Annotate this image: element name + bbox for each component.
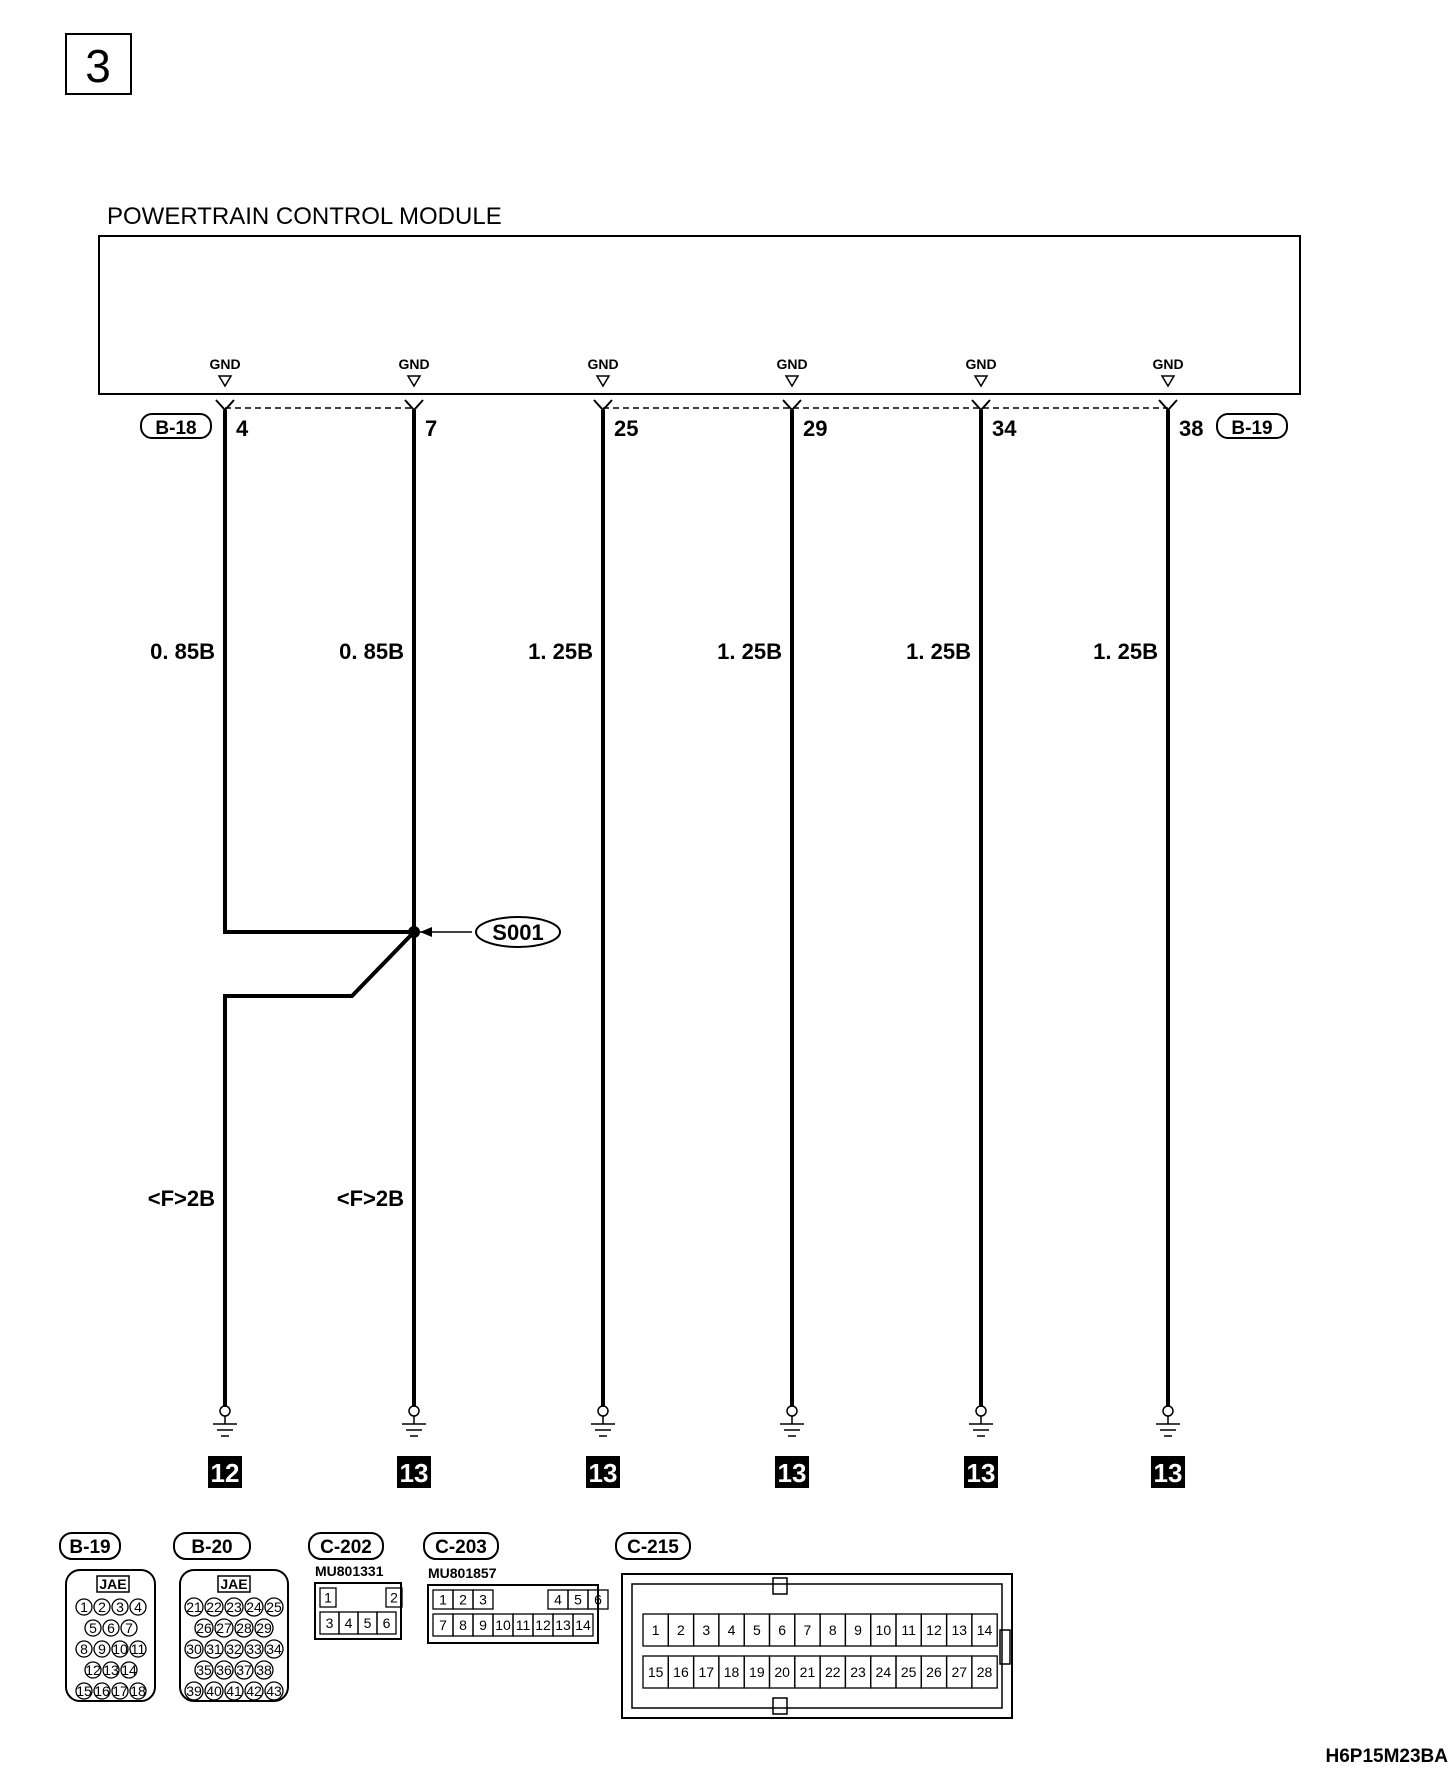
connector-pin-number: 1	[439, 1591, 447, 1608]
pin-number: 38	[1179, 416, 1204, 441]
connector-pin-number: 26	[196, 1620, 212, 1636]
connector-pin-number: 41	[226, 1683, 242, 1699]
pin-number: 29	[803, 416, 828, 441]
connector-pin-number: 18	[723, 1664, 740, 1680]
pin-column	[1093, 356, 1203, 1488]
pin-column	[336, 356, 438, 1488]
page-number: 3	[85, 40, 111, 92]
connector-pin-number: 27	[216, 1620, 232, 1636]
connector-b19-face-label: B-19	[69, 1537, 111, 1558]
gnd-label: GND	[209, 356, 241, 372]
connector-pin-number: 3	[702, 1622, 711, 1638]
connector-pin-number: 2	[459, 1591, 467, 1608]
module-title: POWERTRAIN CONTROL MODULE	[107, 203, 502, 230]
connector-pin-number: 3	[479, 1591, 487, 1608]
connector-pin-number: 14	[121, 1662, 137, 1678]
connector-pin-number: 17	[698, 1664, 715, 1680]
connector-pin-number: 25	[266, 1599, 282, 1615]
gnd-triangle-icon	[408, 376, 420, 386]
connector-pin-number: 4	[134, 1599, 142, 1615]
connector-c203-part: MU801857	[428, 1565, 497, 1581]
connector-pin-number: 22	[824, 1664, 841, 1680]
connector-b19-pins	[76, 1599, 146, 1699]
connector-pin-number: 30	[186, 1641, 202, 1657]
connector-pin-number: 36	[216, 1662, 232, 1678]
connector-pin-number: 15	[647, 1664, 664, 1680]
connector-pin-number: 14	[976, 1622, 993, 1638]
ground-terminal-icon	[409, 1406, 419, 1416]
ground-terminal-icon	[976, 1406, 986, 1416]
splice-arrow-icon	[420, 927, 432, 937]
connector-pin-number: 6	[382, 1615, 391, 1631]
connector-pin-number: 2	[98, 1599, 106, 1615]
connector-pin-number: 7	[125, 1620, 133, 1636]
connector-pin-number: 29	[256, 1620, 272, 1636]
connector-pin-number: 9	[854, 1622, 862, 1638]
connector-pin-number: 10	[495, 1617, 511, 1633]
connector-c203	[424, 1533, 608, 1643]
pin-column	[717, 356, 827, 1488]
connector-pin-number: 28	[236, 1620, 252, 1636]
connector-pin-number: 8	[828, 1622, 837, 1638]
connector-pin-number: 5	[89, 1620, 97, 1636]
connector-c215-face-label: C-215	[627, 1537, 679, 1558]
wire-spec-label: 1. 25B	[906, 639, 971, 664]
connector-c203-pins	[433, 1590, 608, 1636]
connector-pin-number: 31	[206, 1641, 222, 1657]
lower-wire-label-1: <F>2B	[147, 1186, 215, 1211]
connector-b20-maker: JAE	[220, 1576, 248, 1592]
connector-c215-key-top	[773, 1578, 787, 1594]
connector-b19-label: B-19	[1231, 418, 1273, 439]
pin-column	[147, 356, 249, 1488]
ground-point-number: 13	[399, 1458, 429, 1488]
gnd-label: GND	[776, 356, 808, 372]
ground-point-number: 12	[210, 1458, 240, 1488]
connector-pin-number: 32	[226, 1641, 242, 1657]
connector-pin-number: 13	[555, 1617, 571, 1633]
connector-pin-number: 19	[749, 1664, 765, 1680]
connector-pin-number: 11	[130, 1641, 146, 1657]
gnd-triangle-icon	[597, 376, 609, 386]
wire-spec-label: 1. 25B	[717, 639, 782, 664]
connector-pin-number: 37	[236, 1662, 252, 1678]
connector-pin-number: 18	[130, 1683, 146, 1699]
connector-c215	[616, 1533, 1012, 1718]
connector-pin-number: 4	[727, 1622, 736, 1638]
connector-b20	[174, 1533, 288, 1701]
ground-terminal-icon	[787, 1406, 797, 1416]
connector-pin-number: 2	[677, 1622, 685, 1638]
connector-pin-number: 28	[976, 1664, 993, 1680]
connector-pin-number: 17	[112, 1683, 128, 1699]
pin-column	[528, 356, 638, 1488]
connector-pin-number: 7	[803, 1622, 812, 1638]
connector-pin-number: 24	[875, 1664, 892, 1680]
gnd-triangle-icon	[219, 376, 231, 386]
connector-c215-pins	[643, 1614, 997, 1688]
connector-b20-face-label: B-20	[191, 1537, 233, 1558]
connector-pin-number: 39	[186, 1683, 202, 1699]
connector-pin-number: 16	[94, 1683, 110, 1699]
connector-pin-number: 9	[479, 1617, 487, 1633]
connector-pin-number: 7	[439, 1617, 447, 1633]
connector-c215-key-bottom	[773, 1698, 787, 1714]
connector-b18-label: B-18	[155, 418, 197, 439]
connector-pin-number: 43	[266, 1683, 282, 1699]
connector-pin-number: 15	[76, 1683, 92, 1699]
ground-point-number: 13	[588, 1458, 618, 1488]
connector-pin-number: 5	[752, 1622, 761, 1638]
connector-pin-number: 23	[226, 1599, 242, 1615]
connector-pin-number: 40	[206, 1683, 222, 1699]
connector-pin-number: 38	[256, 1662, 272, 1678]
wire-spec-label: 1. 25B	[1093, 639, 1158, 664]
connector-pin-number: 13	[951, 1622, 968, 1638]
connector-c202-face-label: C-202	[320, 1537, 372, 1558]
connector-b19	[60, 1533, 155, 1701]
connector-pin-number: 1	[80, 1599, 88, 1615]
pin-number: 7	[425, 416, 438, 441]
connector-c202-part: MU801331	[315, 1563, 384, 1579]
connector-pin-number: 10	[875, 1622, 892, 1638]
connector-pin-number: 1	[651, 1622, 660, 1638]
connector-pin-number: 4	[554, 1591, 562, 1608]
wire-spec-label: 0. 85B	[339, 639, 404, 664]
connector-pin-number: 14	[575, 1617, 591, 1633]
connector-pin-number: 11	[515, 1617, 531, 1633]
lower-wire-label-2: <F>2B	[336, 1186, 404, 1211]
connector-pin-number: 33	[246, 1641, 262, 1657]
pin-column	[906, 356, 1017, 1488]
connector-pin-number: 25	[900, 1664, 917, 1680]
connector-c202-pins	[320, 1588, 402, 1634]
connector-pin-number: 12	[926, 1622, 942, 1638]
connector-pin-number: 8	[80, 1641, 88, 1657]
pin-columns	[147, 356, 1204, 1488]
connector-pin-number: 9	[98, 1641, 106, 1657]
ground-point-number: 13	[966, 1458, 996, 1488]
connector-pin-number: 8	[459, 1617, 467, 1633]
connector-pin-number: 21	[186, 1599, 202, 1615]
ground-terminal-icon	[1163, 1406, 1173, 1416]
connector-pin-number: 34	[266, 1641, 282, 1657]
connector-pin-number: 6	[107, 1620, 115, 1636]
gnd-label: GND	[398, 356, 430, 372]
connector-pin-number: 27	[951, 1664, 968, 1680]
connector-pin-number: 16	[673, 1664, 689, 1680]
connector-pin-number: 4	[344, 1615, 353, 1631]
wire-splice-to-ground12	[225, 932, 414, 1407]
connector-pin-number: 5	[363, 1615, 372, 1631]
wire-spec-label: 0. 85B	[150, 639, 215, 664]
connector-pin-number: 1	[324, 1589, 332, 1606]
connector-pin-number: 13	[103, 1662, 119, 1678]
connector-pin-number: 22	[206, 1599, 222, 1615]
ground-terminal-icon	[598, 1406, 608, 1416]
pcm-module-box	[99, 236, 1300, 394]
splice-dot	[408, 926, 420, 938]
connector-b19-maker: JAE	[99, 1576, 127, 1592]
pin-number: 25	[614, 416, 639, 441]
connector-pin-number: 10	[112, 1641, 128, 1657]
ground-terminal-icon	[220, 1406, 230, 1416]
connector-c203-face-label: C-203	[435, 1537, 487, 1558]
connector-pin-number: 24	[246, 1599, 262, 1615]
connector-b20-pins	[185, 1598, 283, 1700]
connector-pin-number: 21	[799, 1664, 816, 1680]
figure-code: H6P15M23BA	[1325, 1746, 1448, 1767]
ground-point-number: 13	[1153, 1458, 1183, 1488]
connector-c202	[309, 1533, 402, 1639]
pin-number: 34	[992, 416, 1017, 441]
splice-label: S001	[492, 920, 544, 945]
connector-pin-number: 6	[778, 1622, 787, 1638]
gnd-triangle-icon	[786, 376, 798, 386]
connector-pin-number: 3	[325, 1615, 334, 1631]
connector-pin-number: 12	[85, 1662, 101, 1678]
gnd-triangle-icon	[975, 376, 987, 386]
wire-spec-label: 1. 25B	[528, 639, 593, 664]
connector-pin-number: 35	[196, 1662, 212, 1678]
connector-pin-number: 12	[535, 1617, 551, 1633]
pin-number: 4	[236, 416, 249, 441]
connector-pin-number: 11	[901, 1622, 916, 1638]
ground-point-number: 13	[777, 1458, 807, 1488]
gnd-triangle-icon	[1162, 376, 1174, 386]
connector-pin-number: 3	[116, 1599, 124, 1615]
connector-pin-number: 5	[574, 1591, 582, 1608]
connector-pin-number: 2	[390, 1589, 398, 1606]
connector-pin-number: 20	[774, 1664, 790, 1680]
gnd-label: GND	[1152, 356, 1184, 372]
connector-pin-number: 26	[926, 1664, 942, 1680]
connector-pin-number: 6	[594, 1591, 602, 1608]
gnd-label: GND	[965, 356, 997, 372]
connector-pin-number: 23	[850, 1664, 866, 1680]
connector-pin-number: 42	[246, 1683, 262, 1699]
gnd-label: GND	[587, 356, 619, 372]
